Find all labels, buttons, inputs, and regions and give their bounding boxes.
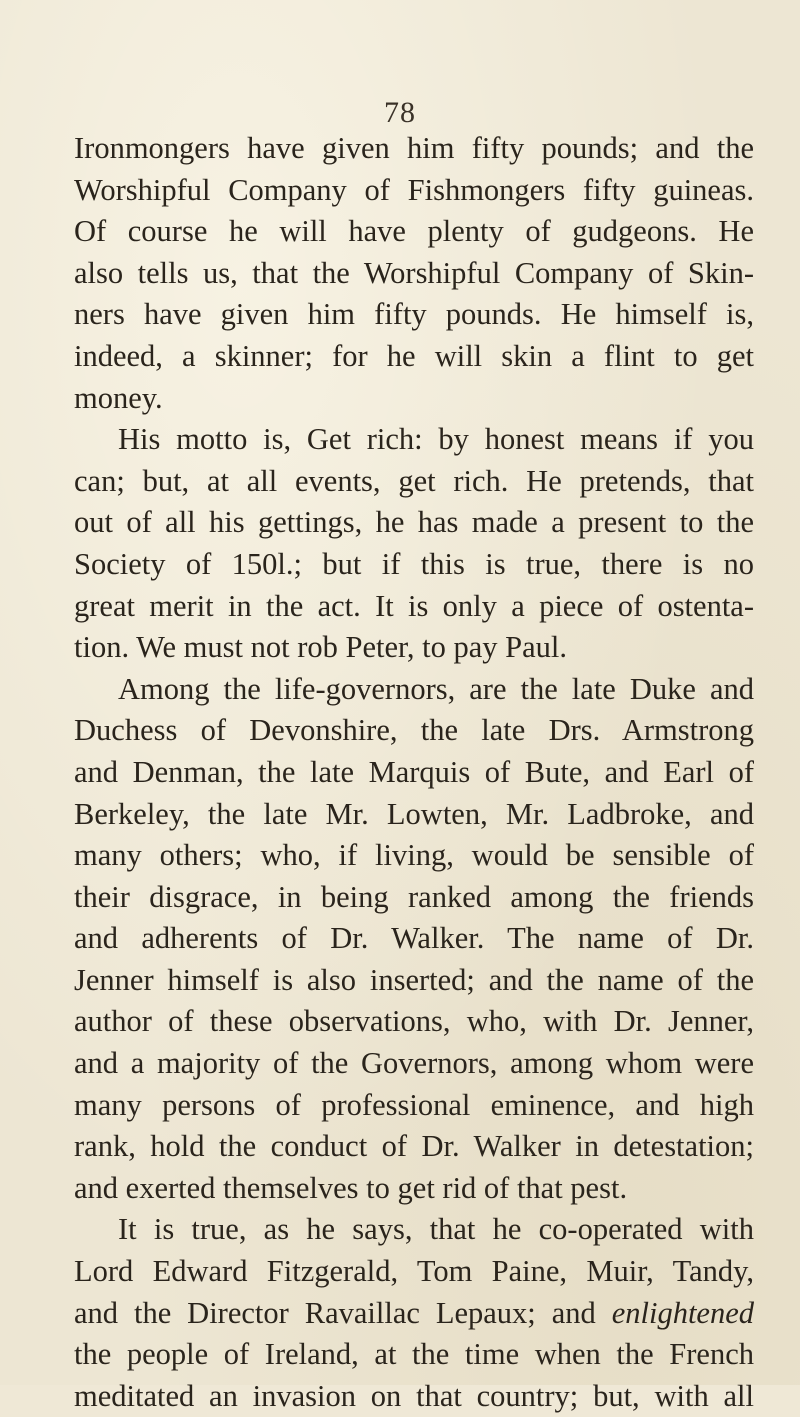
text-line-content: Among the life-governors, are the late Duke and: [118, 671, 754, 706]
text-line: [74, 877, 754, 919]
text-line-content: ners have given him fifty pounds. He himself is,: [74, 297, 754, 332]
text-line: [74, 627, 754, 669]
text-line-content: tion. We must not rob Peter, to pay Paul.: [74, 630, 568, 665]
text-line: [74, 1168, 754, 1210]
page-number: 78: [384, 96, 416, 129]
text-line: [74, 794, 754, 836]
text-line-content: meditated an invasion on that country; but, with all: [74, 1378, 754, 1413]
text-line-content: and exerted themselves to get rid of that pest.: [74, 1170, 628, 1205]
text-line-content: many persons of professional eminence, and high: [74, 1087, 754, 1122]
text-line: [74, 253, 754, 295]
text-line: [74, 1001, 754, 1043]
text-line-content: the people of Ireland, at the time when the French: [74, 1337, 754, 1372]
text-line-content: many others; who, if living, would be sensible of: [74, 838, 754, 873]
italic-word: enlightened: [611, 1295, 754, 1330]
text-line-content: money.: [74, 380, 163, 415]
text-line-content: rank, hold the conduct of Dr. Walker in detestation;: [74, 1129, 754, 1164]
text-line-content: Jenner himself is also inserted; and the name of the: [74, 962, 754, 997]
body-text: [74, 128, 754, 1417]
text-line: [74, 586, 754, 628]
text-line: [74, 1251, 754, 1293]
text-line-content: Worshipful Company of Fishmongers fifty guineas.: [74, 172, 754, 207]
text-line: [74, 1376, 754, 1417]
text-line-content: author of these observations, who, with Dr. Jenner,: [74, 1004, 754, 1039]
text-line: [74, 1126, 754, 1168]
text-line: [74, 710, 754, 752]
text-line: [74, 378, 754, 420]
text-line-content: Society of 150l.; but if this is true, there is no: [74, 546, 754, 581]
text-line: [74, 1043, 754, 1085]
text-line: [74, 544, 754, 586]
text-line: [74, 1334, 754, 1376]
text-line: [74, 669, 754, 711]
text-line-content: Berkeley, the late Mr. Lowten, Mr. Ladbroke, and: [74, 796, 754, 831]
text-line: [74, 461, 754, 503]
text-line-content: Ironmongers have given him fifty pounds; and the: [74, 131, 754, 165]
text-line: [74, 211, 754, 253]
text-line: [74, 1293, 754, 1335]
text-line-content: Of course he will have plenty of gudgeons. He: [74, 214, 754, 249]
text-line-content: and adherents of Dr. Walker. The name of Dr.: [74, 921, 754, 956]
text-line: [74, 502, 754, 544]
text-line-content: also tells us, that the Worshipful Company of Skin-: [74, 255, 754, 290]
text-line-content: and Denman, the late Marquis of Bute, and Earl of: [74, 754, 754, 789]
text-line: [74, 960, 754, 1002]
text-line-content: It is true, as he says, that he co-operated with: [118, 1212, 754, 1247]
text-line-content: His motto is, Get rich: by honest means if you: [118, 422, 754, 457]
text-line-content: Duchess of Devonshire, the late Drs. Armstrong: [74, 713, 754, 748]
text-line-content: great merit in the act. It is only a piece of ostenta-: [74, 588, 754, 623]
text-line-content: indeed, a skinner; for he will skin a flint to get: [74, 338, 754, 373]
text-line: [74, 1085, 754, 1127]
text-line: [74, 1209, 754, 1251]
text-line-content: and a majority of the Governors, among whom were: [74, 1046, 754, 1081]
text-line-content: Lord Edward Fitzgerald, Tom Paine, Muir, Tandy,: [74, 1254, 754, 1289]
text-line: [74, 336, 754, 378]
text-line: [74, 128, 754, 170]
text-line-content: can; but, at all events, get rich. He pretends, that: [74, 463, 754, 498]
text-line: [74, 918, 754, 960]
text-line-content: their disgrace, in being ranked among the friends: [74, 879, 754, 914]
text-line-content: and the Director Ravaillac Lepaux; and: [74, 1295, 596, 1330]
text-line-content: out of all his gettings, he has made a present to the: [74, 505, 754, 540]
text-line: [74, 419, 754, 461]
text-line: [74, 752, 754, 794]
text-line: [74, 835, 754, 877]
text-line: [74, 170, 754, 212]
text-line: [74, 294, 754, 336]
